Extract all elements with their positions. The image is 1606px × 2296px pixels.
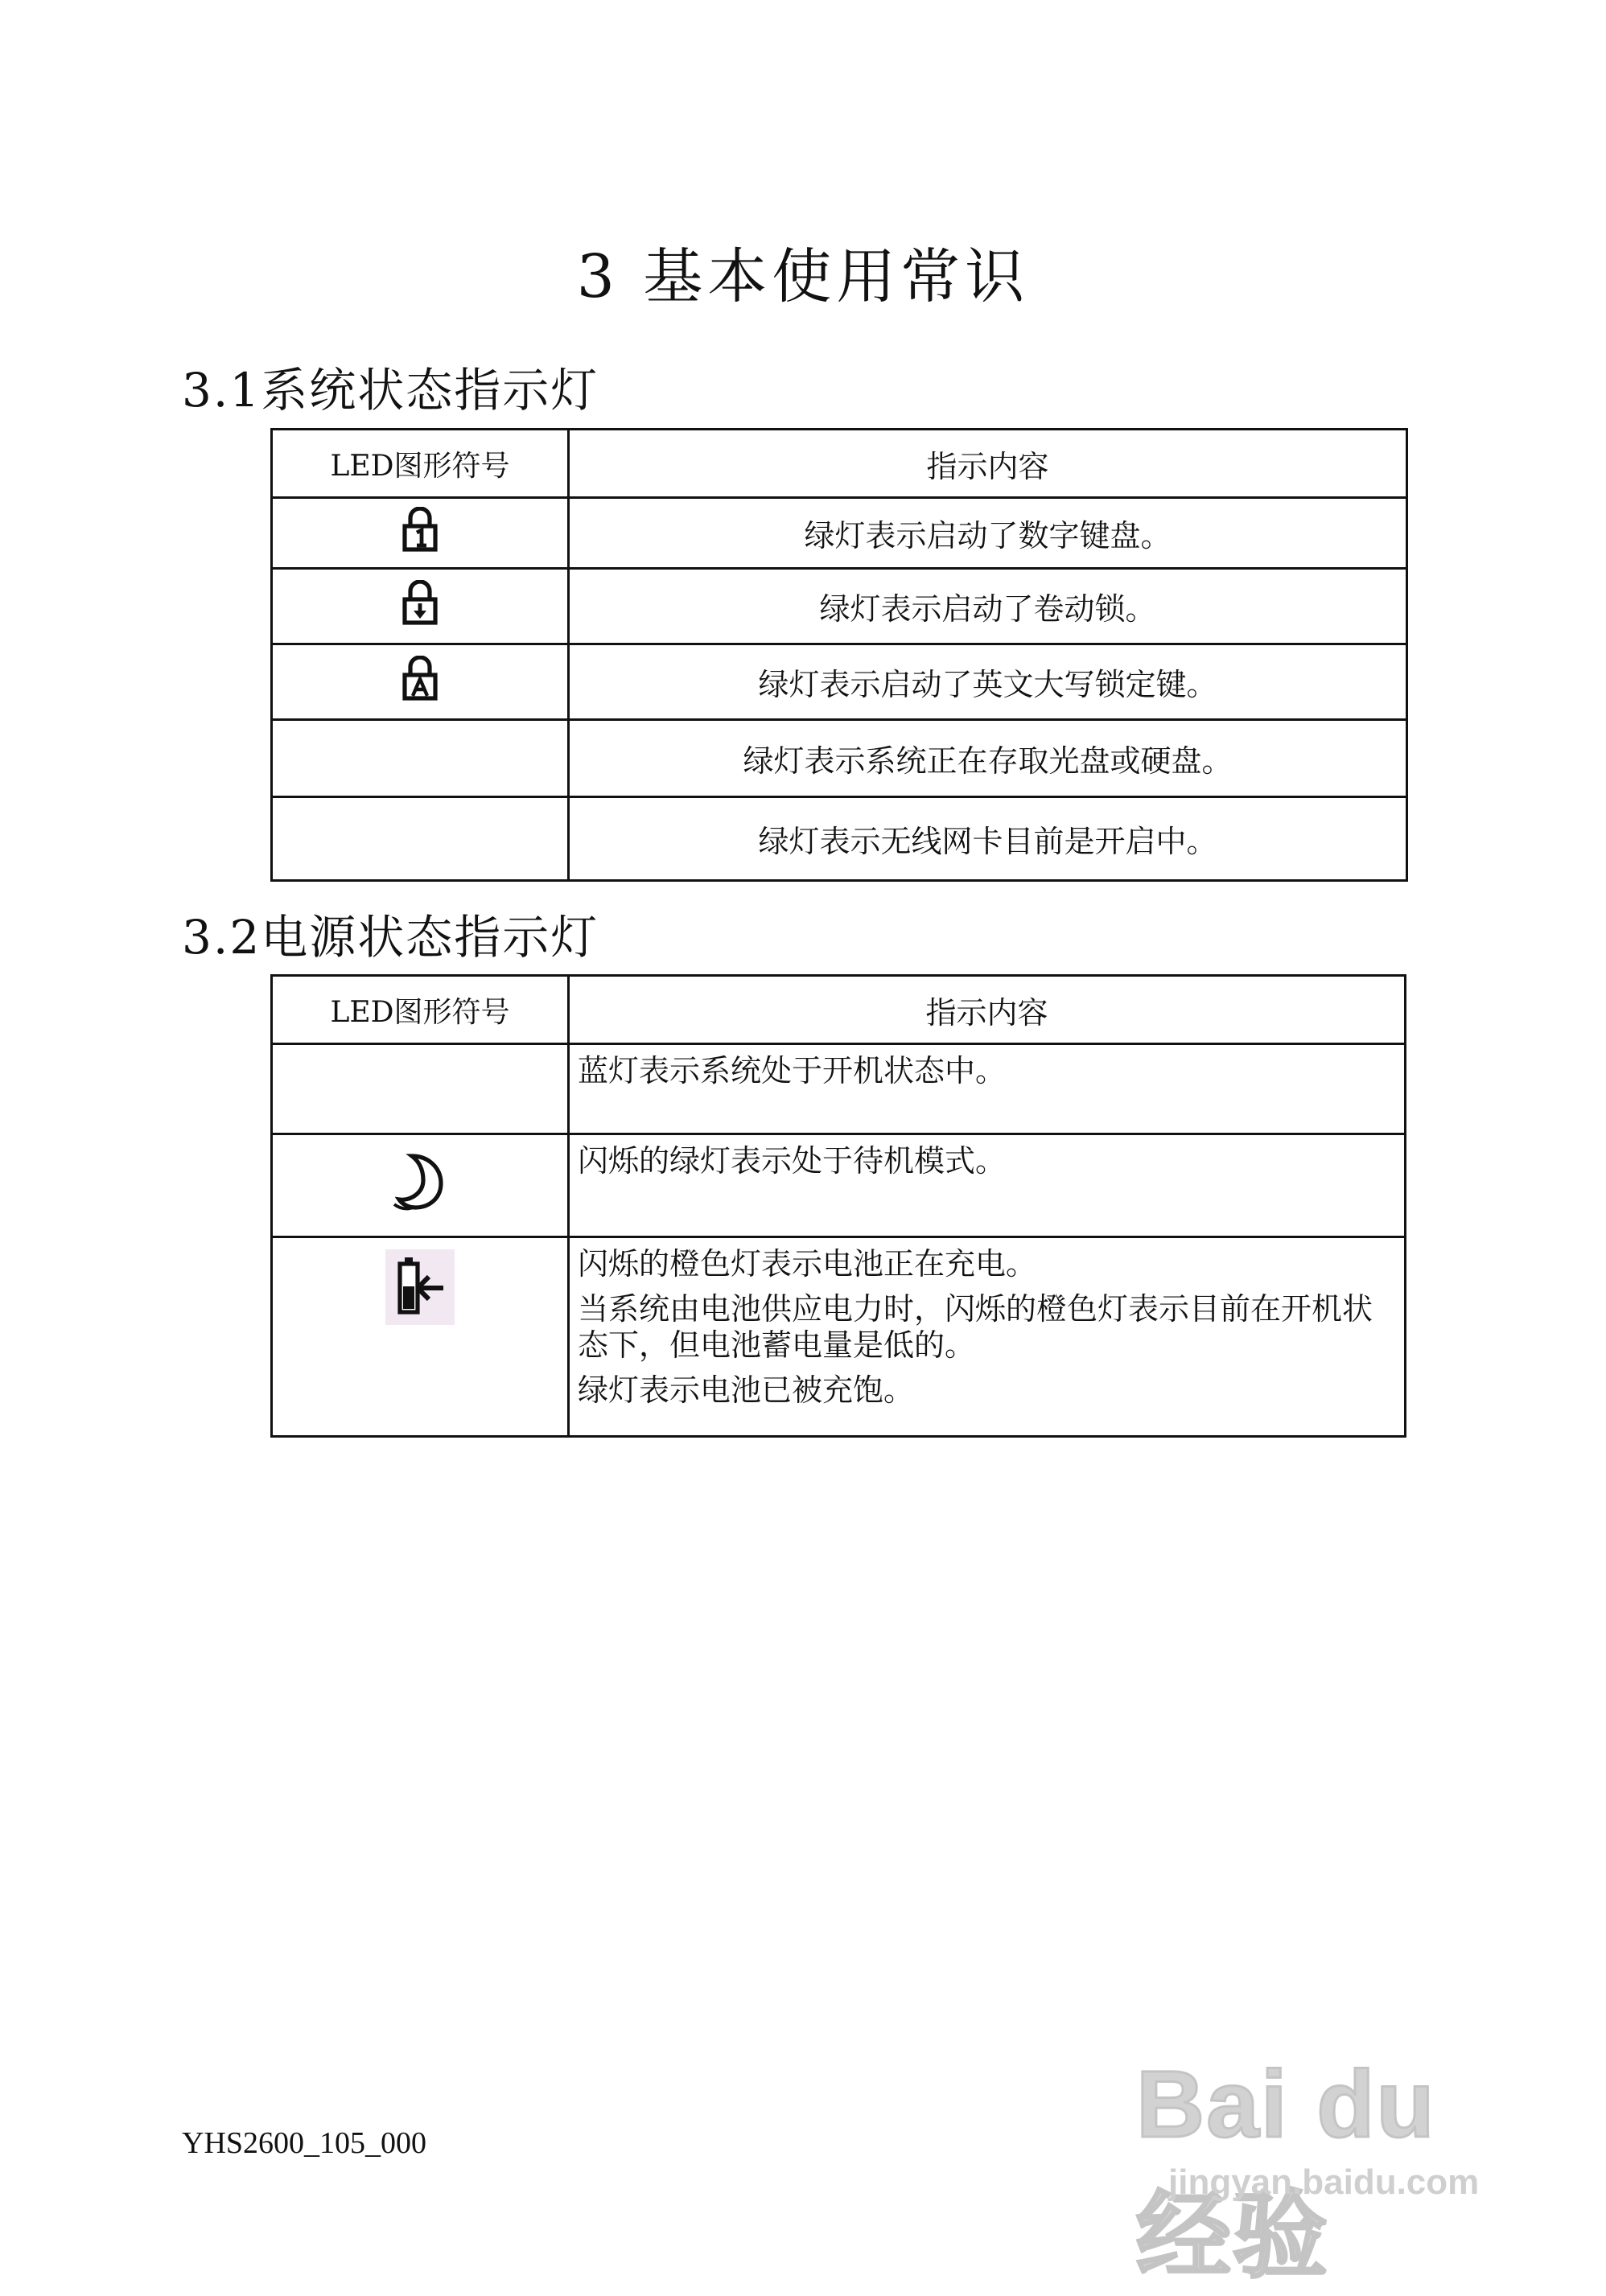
table-row [272,720,1407,797]
description-paragraph: 当系统由电池供应电力时，闪烁的橙色灯表示目前在开机状态下，但电池蓄电量是低的。 [578,1290,1373,1364]
table-row [272,644,1407,720]
icon-cell [272,1134,569,1237]
moon-standby-icon [389,1151,451,1212]
baidu-jingyan-watermark [1136,2050,1522,2290]
column-header-symbol: LED图形符号 [272,976,569,1044]
icon-cell-empty [272,720,569,797]
icon-cell [272,498,569,569]
table-header-row [272,976,1406,1044]
watermark-url: jingyan.baidu.com [1168,2162,1480,2202]
watermark-logo: Bai du 经验 [1136,2051,1436,2290]
table-row [272,797,1407,881]
icon-cell-empty [272,797,569,881]
power-status-led-table [270,974,1406,1438]
description-paragraph: 绿灯表示电池已被充饱。 [578,1372,915,1408]
table-row [272,1237,1406,1437]
description-paragraph: 闪烁的橙色灯表示电池正在充电。 [578,1246,1037,1282]
icon-cell [272,569,569,644]
icon-cell-empty [272,1044,569,1134]
scroll-lock-icon [397,580,443,625]
led-description: 绿灯表示启动了卷动锁。 [569,569,1407,644]
column-header-content: 指示内容 [569,976,1406,1044]
description-paragraph: 蓝灯表示系统处于开机状态中。 [578,1053,1007,1088]
table-row [272,1134,1406,1237]
system-status-led-table [270,428,1408,882]
section-heading-power-status: 3.2电源状态指示灯 [182,910,599,965]
caps-lock-icon [397,656,443,701]
led-description: 绿灯表示启动了英文大写锁定键。 [569,644,1407,720]
document-footer-code: YHS2600_105_000 [182,2126,427,2160]
led-description [569,1134,1406,1237]
description-paragraph: 闪烁的绿灯表示处于待机模式。 [578,1143,1007,1179]
section-heading-system-status: 3.1系统状态指示灯 [182,363,599,418]
column-header-content: 指示内容 [569,430,1407,498]
icon-cell [272,644,569,720]
table-row [272,498,1407,569]
column-header-symbol: LED图形符号 [272,430,569,498]
led-description: 绿灯表示无线网卡目前是开启中。 [569,797,1407,881]
led-description: 绿灯表示系统正在存取光盘或硬盘。 [569,720,1407,797]
icon-cell [272,1237,569,1437]
battery-charging-icon [385,1249,455,1325]
led-description [569,1237,1406,1437]
num-lock-icon [397,507,443,552]
led-description: 绿灯表示启动了数字键盘。 [569,498,1407,569]
table-header-row [272,430,1407,498]
chapter-title: 3 基本使用常识 [576,242,1030,311]
led-description [569,1044,1406,1134]
table-row [272,569,1407,644]
table-row [272,1044,1406,1134]
